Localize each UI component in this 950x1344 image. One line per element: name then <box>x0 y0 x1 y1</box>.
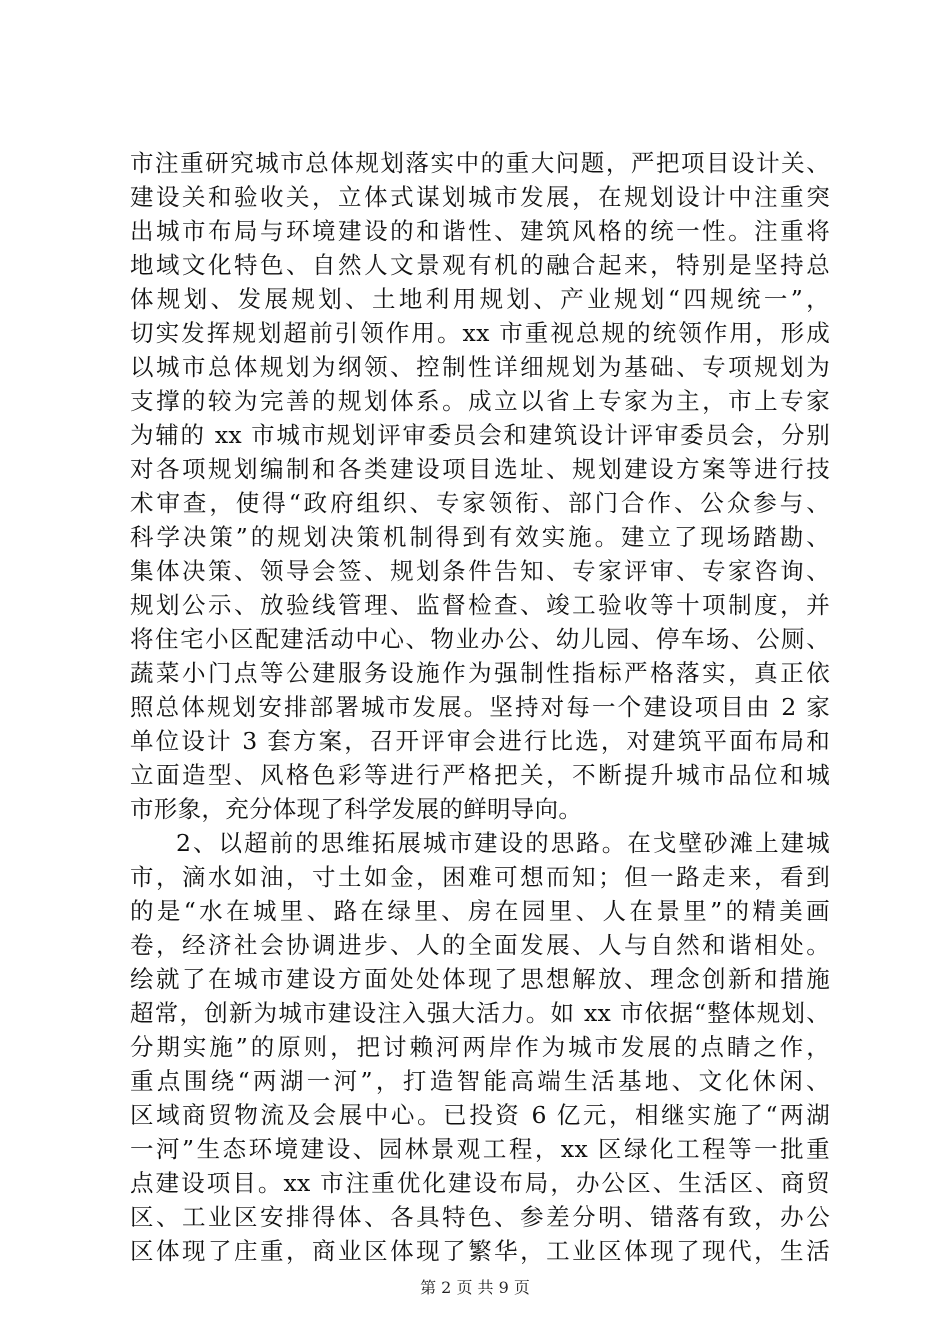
text-line: 为辅的 xx 市城市规划评审委员会和建筑设计评审委员会，分别 <box>130 421 830 449</box>
text-line: 一河”生态环境建设、园林景观工程，xx 区绿化工程等一批重 <box>130 1135 830 1163</box>
text-line: 市注重研究城市总体规划落实中的重大问题，严把项目设计关、 <box>130 149 830 177</box>
text-line: 照总体规划安排部署城市发展。坚持对每一个建设项目由 2 家 <box>130 693 830 721</box>
text-line: 市形象，充分体现了科学发展的鲜明导向。 <box>130 795 583 823</box>
body-text <box>130 146 830 1268</box>
text-line: 集体决策、领导会签、规划条件告知、专家评审、专家咨询、 <box>130 557 830 585</box>
text-line: 2、以超前的思维拓展城市建设的思路。在戈壁砂滩上建城 <box>176 829 830 857</box>
text-line: 出城市布局与环境建设的和谐性、建筑风格的统一性。注重将 <box>130 217 830 245</box>
text-line: 单位设计 3 套方案，召开评审会进行比选，对建筑平面布局和 <box>130 727 830 755</box>
text-line: 卷，经济社会协调进步、人的全面发展、人与自然和谐相处。 <box>130 931 830 959</box>
text-line: 对各项规划编制和各类建设项目选址、规划建设方案等进行技 <box>130 455 830 483</box>
text-line: 地域文化特色、自然人文景观有机的融合起来，特别是坚持总 <box>130 251 830 279</box>
page-number-footer: 第 2 页 共 9 页 <box>420 1278 530 1297</box>
text-line: 立面造型、风格色彩等进行严格把关，不断提升城市品位和城 <box>130 761 830 789</box>
text-line: 术审查，使得“政府组织、专家领衔、部门合作、公众参与、 <box>130 489 830 517</box>
text-line: 切实发挥规划超前引领作用。xx 市重视总规的统领作用，形成 <box>130 319 830 347</box>
text-line: 超常，创新为城市建设注入强大活力。如 xx 市依据“整体规划、 <box>130 999 830 1027</box>
text-line: 点建设项目。xx 市注重优化建设布局，办公区、生活区、商贸 <box>130 1169 830 1197</box>
text-line: 建设关和验收关，立体式谋划城市发展，在规划设计中注重突 <box>130 183 830 211</box>
text-line: 的是“水在城里、路在绿里、房在园里、人在景里”的精美画 <box>130 897 830 925</box>
text-line: 科学决策”的规划决策机制得到有效实施。建立了现场踏勘、 <box>130 523 830 551</box>
text-line: 分期实施”的原则，把讨赖河两岸作为城市发展的点睛之作， <box>130 1033 830 1061</box>
text-line: 绘就了在城市建设方面处处体现了思想解放、理念创新和措施 <box>130 965 830 993</box>
text-line: 重点围绕“两湖一河”，打造智能高端生活基地、文化休闲、 <box>130 1067 830 1095</box>
text-line: 支撑的较为完善的规划体系。成立以省上专家为主，市上专家 <box>130 387 830 415</box>
text-line: 规划公示、放验线管理、监督检查、竣工验收等十项制度，并 <box>130 591 830 619</box>
text-line: 将住宅小区配建活动中心、物业办公、幼儿园、停车场、公厕、 <box>130 625 830 653</box>
text-line: 以城市总体规划为纲领、控制性详细规划为基础、专项规划为 <box>130 353 830 381</box>
text-line: 区体现了庄重，商业区体现了繁华，工业区体现了现代，生活 <box>130 1237 830 1265</box>
text-line: 蔬菜小门点等公建服务设施作为强制性指标严格落实，真正依 <box>130 659 830 687</box>
text-line: 体规划、发展规划、土地利用规划、产业规划“四规统一”， <box>130 285 830 313</box>
text-line: 区域商贸物流及会展中心。已投资 6 亿元，相继实施了“两湖 <box>130 1101 830 1129</box>
text-line: 区、工业区安排得体、各具特色、参差分明、错落有致，办公 <box>130 1203 830 1231</box>
text-line: 市，滴水如油，寸土如金，困难可想而知；但一路走来，看到 <box>130 863 830 891</box>
